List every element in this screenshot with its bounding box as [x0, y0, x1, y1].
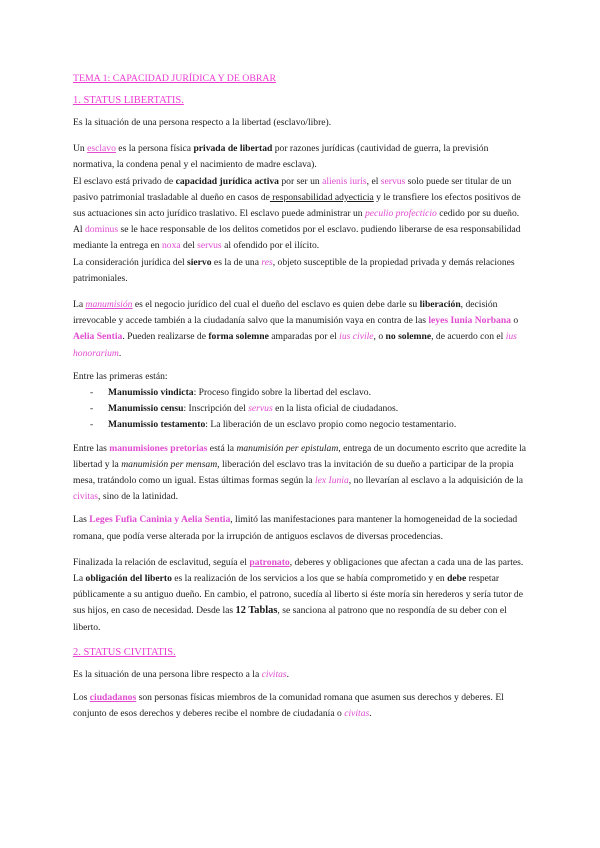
text: Entre las [73, 442, 110, 454]
text: , objeto susceptible de la propiedad privada y demás relaciones patrimoniales. [73, 256, 515, 284]
text: es el negocio jurídico del cual el dueño del esclavo es quien debe darle su [132, 299, 420, 311]
text: solo puede ser titular de un pasivo patrimonial trasladable al dueño en casos de [73, 175, 512, 203]
text: en la lista oficial de ciudadanos. [272, 403, 399, 415]
text: . Pueden realizarse de [122, 331, 209, 343]
paragraph-siervo [73, 255, 527, 287]
text: , no llevarían al esclavo a la adquisición de la [348, 475, 524, 487]
text: , liberación del esclavo tras la invitación de su dueño a participar de la propia mesa, tratándolo como un igual. Estas últimas formas según la [73, 458, 514, 487]
text: Es la situación de una persona libre respecto a la [73, 668, 262, 680]
text: , de acuerdo con el [431, 331, 506, 343]
list-item [73, 385, 527, 401]
text: se le hace responsable de los delitos cometidos por el esclavo. pudiendo liberarse de esa responsabilidad mediante la entrega en [73, 224, 521, 252]
term-civitas: civitas [73, 491, 99, 503]
text: , o [373, 331, 386, 343]
text: respetar públicamente a su antiguo dueño. En cambio, el patrono, sucedía al liberto si éste moría sin herederos y sería tutor de sus hijos, en caso de necesidad. Desde las [73, 573, 523, 617]
text: del [180, 240, 198, 252]
paragraph-esclavo [73, 141, 527, 173]
text: , se sanciona al patrono que no respondía de su deber con el liberto. [73, 605, 507, 633]
section-heading-status-libertatis: 1. STATUS LIBERTATIS. [73, 95, 184, 106]
text: , el [366, 175, 381, 187]
term-debe: debe [447, 573, 467, 585]
term-iunia-norbana: leyes Iunia Norbana [428, 315, 511, 327]
term-dominus: dominus [85, 224, 119, 236]
term-no-solemne: no solemne [385, 331, 432, 343]
term-servus: servus [248, 403, 273, 415]
term-peculio: peculio profecticio [365, 208, 437, 220]
text: : La liberación de un esclavo propio como negocio testamentario. [205, 419, 457, 431]
term-leges-fufia: Leges Fufia Caninia y Aelia Sentia [89, 514, 231, 526]
paragraph-patronato [73, 555, 527, 636]
text: . [118, 347, 122, 359]
text: es la de una [211, 256, 262, 268]
manumissio-list [73, 385, 527, 434]
text: Las [73, 514, 90, 526]
term-servus: servus [197, 240, 222, 252]
term-per-epistulam: manumisión per epistulam [236, 442, 339, 454]
text: por ser un [278, 175, 323, 187]
term-manumision: manumisión [85, 299, 133, 311]
term-patronato: patronato [249, 556, 290, 568]
text: El esclavo está privado de [73, 175, 176, 187]
term-siervo: siervo [187, 256, 212, 268]
text: : Inscripción del [183, 403, 249, 415]
term-obligacion-liberto: obligación del liberto [85, 573, 172, 585]
text: cedido por su dueño. [436, 208, 520, 220]
text: es la realización de los servicios a los que se había comprometido y en [171, 573, 448, 585]
text: , limitó las manifestaciones para mantener la homogeneidad de la sociedad romana, que podía verse alterada por la irrupción de antiguos esclavos de diversas procedencias. [73, 514, 518, 542]
text: Un [73, 143, 88, 155]
text: al ofendido por el ilícito. [221, 240, 320, 252]
term-ius-honorarium: ius honorarium [73, 331, 517, 359]
paragraph-ciudadanos [73, 690, 527, 722]
text: La [73, 299, 86, 311]
text: Los [73, 692, 90, 704]
list-term: Manumissio censu [108, 403, 184, 415]
list-intro: Entre las primeras están: [73, 370, 168, 382]
term-ius-civile: ius civile [339, 331, 374, 343]
term-noxa: noxa [161, 240, 181, 252]
list-term: Manumissio vindicta [108, 387, 194, 399]
text: Al [73, 224, 85, 236]
term-esclavo: esclavo [87, 143, 116, 155]
term-res: res [261, 256, 273, 268]
text: . [286, 668, 290, 680]
text: Finalizada la relación de esclavitud, seguía el [73, 556, 250, 568]
text: es la persona física [115, 143, 194, 155]
text: . [369, 708, 372, 720]
text: La consideración jurídica del [73, 256, 188, 268]
paragraph-manumision [73, 297, 527, 362]
text: amparadas por el [268, 331, 340, 343]
term-aelia-sentia: Aelia Sentia [73, 331, 123, 343]
text: está la [207, 442, 237, 454]
paragraph-leges [73, 512, 527, 544]
section-heading-status-civitatis: 2. STATUS CIVITATIS. [73, 646, 176, 658]
term-responsabilidad: responsabilidad adyecticia [269, 191, 374, 203]
text: , entrega de un documento escrito que acredite la libertad y la [73, 442, 527, 470]
list-item [73, 401, 527, 417]
text: , sino de la latinidad. [98, 491, 178, 503]
text: , deberes y obligaciones que afectan a cada una de las partes. La [73, 556, 524, 585]
term-servus: servus [380, 175, 406, 187]
term-civitas: civitas [344, 708, 370, 720]
paragraph-dominus [73, 222, 527, 254]
term-lex-iunia: lex Iunia [314, 475, 349, 487]
term-ciudadanos: ciudadanos [89, 692, 137, 704]
doc-title: TEMA 1: CAPACIDAD JURÍDICA Y DE OBRAR [73, 73, 277, 84]
text: por razones jurídicas (cautividad de guerra, la previsión normativa, la condena penal y el nacimiento de madre esclava). [73, 143, 489, 171]
text: : Proceso fingido sobre la libertad del esclavo. [193, 387, 371, 399]
paragraph-capacidad [73, 174, 527, 223]
term-civitas: civitas [261, 668, 287, 680]
term-privada-libertad: privada de libertad [193, 143, 273, 155]
text: y le transfiere los efectos positivos de sus actuaciones sin acto jurídico traslativo. El esclavo puede administrar un [73, 191, 521, 220]
term-liberacion: liberación [419, 299, 461, 311]
term-forma-solemne: forma solemne [208, 331, 269, 343]
paragraph-pretorias [73, 441, 527, 506]
text: , decisión irrevocable y accede también a la ciudadanía salvo que la manumisión vaya en contra de las [73, 299, 498, 327]
paragraph-intro [73, 115, 527, 131]
text: son personas físicas miembros de la comunidad romana que asumen sus derechos y deberes. El conjunto de esos derechos y deberes recibe el nombre de ciudadanía o [73, 692, 504, 720]
term-capacidad: capacidad jurídica activa [175, 175, 279, 187]
term-alienis-iuris: alienis iuris [322, 175, 367, 187]
term-per-mensam: manumisión per mensam [121, 458, 218, 470]
paragraph-civitatis-intro [73, 667, 527, 683]
term-12-tablas: 12 Tablas [235, 605, 278, 617]
list-term: Manumissio testamento [108, 419, 206, 431]
term-manumisiones-pretorias: manumisiones pretorias [109, 442, 208, 454]
list-item [73, 417, 527, 433]
text: Es la situación de una persona respecto a la libertad (esclavo/libre). [73, 117, 332, 128]
text: o [510, 315, 519, 327]
